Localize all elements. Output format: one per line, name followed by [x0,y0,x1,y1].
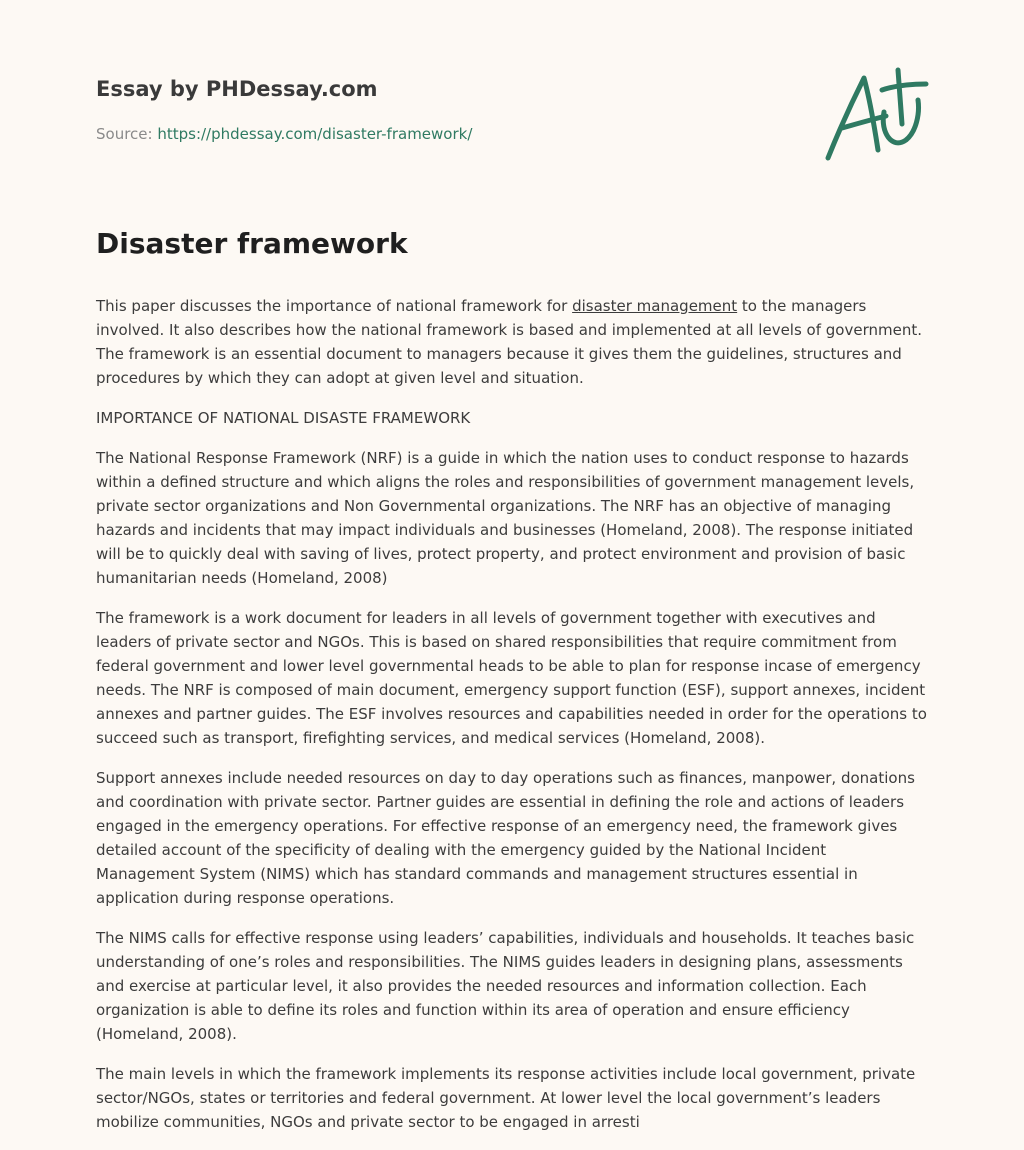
essay-title: Disaster framework [96,227,408,260]
source-label: Source: [96,125,158,143]
paragraph-nrf: The National Response Framework (NRF) is a guide in which the nation uses to conduct response to hazards within a defined structure and which aligns the roles and responsibilities of government management levels, private sector organizations and Non Governmental organizations. The NRF has an objective of managing hazards and incidents that may impact individuals and businesses (Homeland, 2008). The response initiated will be to quickly deal with saving of lives, protect property, and protect environment and provision of basic humanitarian needs (Homeland, 2008) [96,449,915,587]
paragraph-intro-after: to the managers involved. It also describes how the national framework is based and implemented at all levels of government. The framework is an essential document to managers because it gives them the guidelines, structures and procedures by which they can adopt at given level and situation. [96,297,922,387]
disaster-management-link[interactable]: disaster management [572,297,738,315]
paragraph-framework: The framework is a work document for leaders in all levels of government together with executives and leaders of private sector and NGOs. This is based on shared responsibilities that require commitment from federal government and lower level governmental heads to be able to plan for response incase of emergency needs. The NRF is composed of main document, emergency support function (ESF), support annexes, incident annexes and partner guides. The ESF involves resources and capabilities needed in order for the operations to succeed such as transport, firefighting services, and medical services (Homeland, 2008). [96,609,927,747]
source-line [96,124,796,144]
source-link[interactable]: https://phdessay.com/disaster-framework/ [157,125,473,143]
paragraph-nims: The NIMS calls for effective response using leaders’ capabilities, individuals and households. It teaches basic understanding of one’s roles and responsibilities. The NIMS guides leaders in designing plans, assessments and exercise at particular level, it also provides the needed resources and information collection. Each organization is able to define its roles and function within its area of operation and ensure efficiency (Homeland, 2008). [96,929,915,1043]
paragraph-intro [96,294,928,390]
paragraph-support-annexes: Support annexes include needed resources on day to day operations such as finances, manpower, donations and coordination with private sector. Partner guides are essential in defining the role and actions of leaders engaged in the emergency operations. For effective response of an emergency need, the framework gives detailed account of the specificity of dealing with the emergency guided by the National Incident Management System (NIMS) which has standard commands and management structures essential in application during response operations. [96,769,915,907]
essay-content [96,222,928,1150]
paragraph-levels: The main levels in which the framework implements its response activities include local government, private sector/NGOs, states or territories and federal government. At lower level the local government’s leaders mobilize communities, NGOs and private sector to be engaged in arresti [96,1065,916,1131]
section-heading: IMPORTANCE OF NATIONAL DISASTE FRAMEWORK [96,409,471,427]
a-plus-grade-logo-icon [820,66,930,166]
paragraph-intro-before: This paper discusses the importance of national framework for [96,297,573,315]
page-header [96,74,796,144]
site-title: Essay by PHDessay.com [96,77,378,101]
